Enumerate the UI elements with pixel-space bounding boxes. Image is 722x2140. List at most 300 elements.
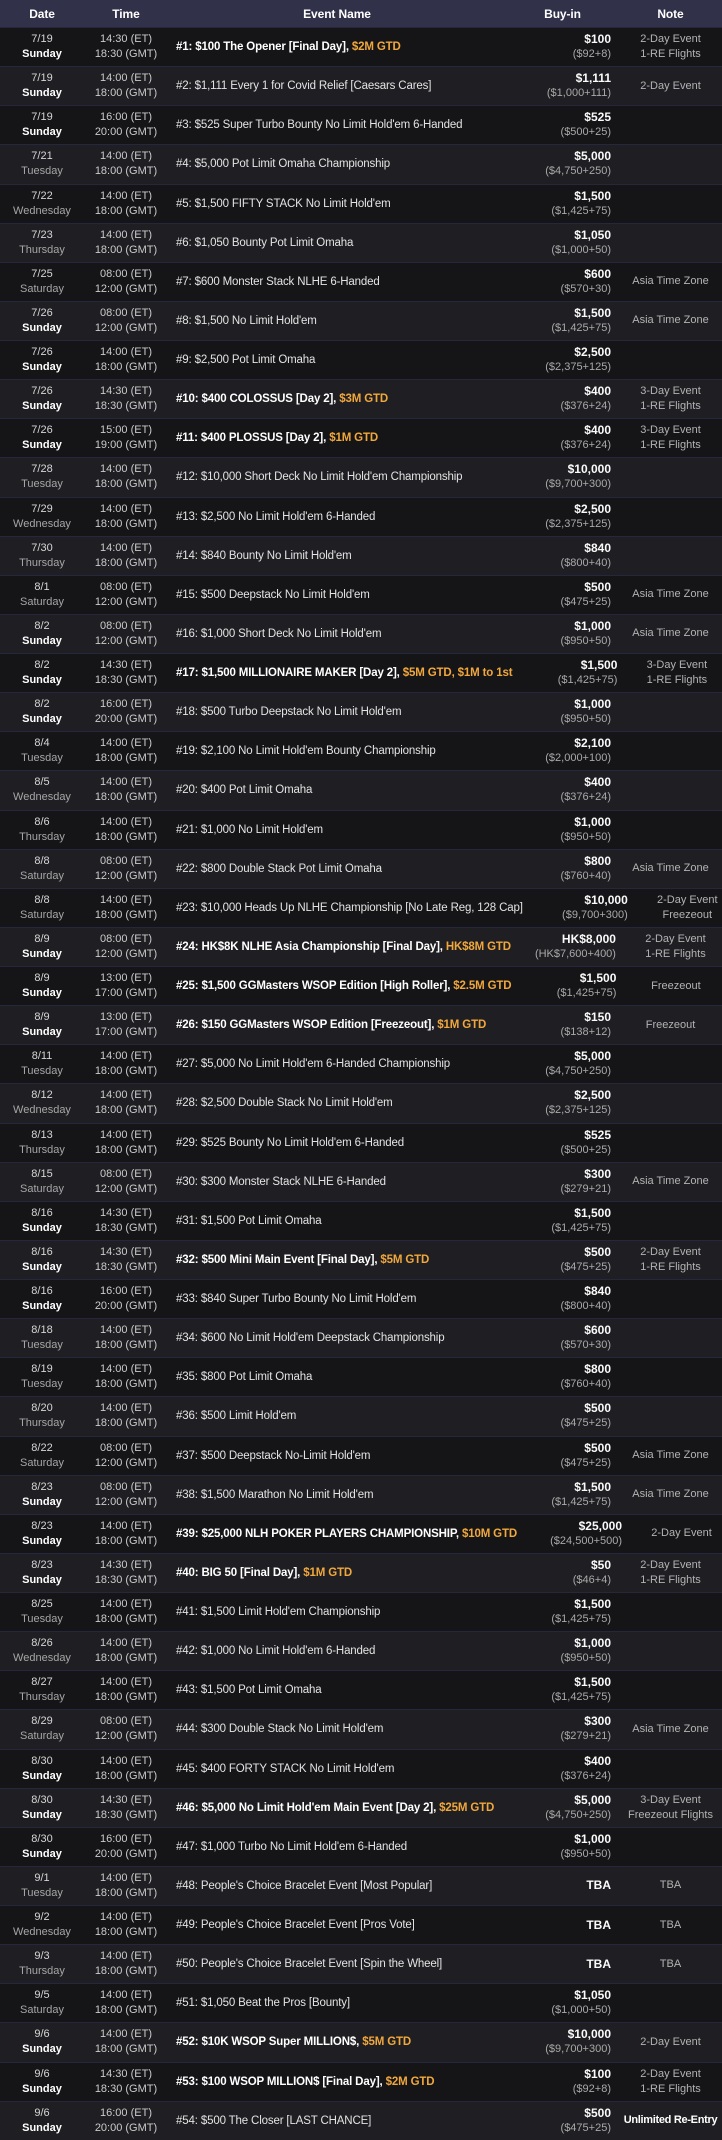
time-cell — [84, 1441, 168, 1471]
time-cell — [84, 1480, 168, 1510]
note-cell — [619, 2067, 722, 2097]
event-time-gmt: 12:00 (GMT) — [94, 1730, 158, 1743]
event-name: #13: $2,500 No Limit Hold'em 6-Handed — [176, 510, 376, 523]
buyin-amount: $1,500 — [579, 971, 617, 986]
table-row — [0, 1592, 722, 1631]
event-time-et: 14:00 (ET) — [100, 1754, 152, 1767]
event-name: #28: $2,500 Double Stack No Limit Hold'em — [176, 1097, 393, 1110]
event-day: Sunday — [22, 2082, 62, 2095]
date-cell — [0, 384, 84, 414]
buyin-cell — [506, 189, 619, 219]
event-time-et: 14:00 (ET) — [100, 2028, 152, 2041]
buyin-breakdown: ($1,425+75) — [551, 1221, 611, 1234]
event-cell — [168, 1528, 517, 1540]
note-line: TBA — [659, 1879, 682, 1892]
event-gtd: $1M GTD — [434, 1019, 487, 1032]
buyin-cell — [506, 1597, 619, 1627]
buyin-breakdown: ($376+24) — [560, 400, 611, 413]
note-line: Asia Time Zone — [632, 314, 709, 327]
date-cell — [0, 2027, 84, 2057]
buyin-cell — [506, 697, 619, 727]
event-time-gmt: 18:00 (GMT) — [94, 361, 158, 374]
event-time-gmt: 18:30 (GMT) — [94, 1573, 158, 1586]
buyin-cell — [506, 1636, 619, 1666]
buyin-breakdown: ($950+50) — [560, 1652, 611, 1665]
event-cell — [168, 354, 506, 366]
time-cell — [84, 854, 168, 884]
event-cell — [168, 2115, 506, 2127]
table-row — [0, 731, 722, 770]
event-date: 8/4 — [34, 737, 50, 750]
buyin-amount: $5,000 — [574, 149, 611, 164]
buyin-cell — [506, 1793, 619, 1823]
date-cell — [0, 71, 84, 101]
date-cell — [0, 736, 84, 766]
time-cell — [84, 267, 168, 297]
buyin-breakdown: ($279+21) — [560, 1182, 611, 1195]
event-day: Thursday — [19, 1143, 65, 1156]
event-day: Sunday — [22, 48, 62, 61]
buyin-cell — [506, 345, 619, 375]
buyin-cell — [506, 1988, 619, 2018]
time-cell — [84, 1597, 168, 1627]
buyin-breakdown: ($376+24) — [560, 1769, 611, 1782]
event-day: Sunday — [22, 674, 62, 687]
buyin-amount: $800 — [584, 1362, 611, 1377]
event-date: 8/1 — [34, 580, 50, 593]
event-time-et: 14:00 (ET) — [100, 815, 152, 828]
event-time-et: 14:00 (ET) — [100, 1363, 152, 1376]
buyin-amount: $1,000 — [574, 814, 611, 829]
buyin-cell — [506, 384, 619, 414]
event-time-gmt: 20:00 (GMT) — [94, 126, 158, 139]
event-day: Sunday — [22, 1847, 62, 1860]
buyin-amount: $500 — [584, 2105, 611, 2120]
table-row — [0, 1240, 722, 1279]
buyin-cell — [506, 149, 619, 179]
table-row — [0, 614, 722, 653]
event-day: Thursday — [19, 243, 65, 256]
note-line: 2-Day Event — [657, 893, 718, 906]
table-row — [0, 262, 722, 301]
note-line: Asia Time Zone — [632, 627, 709, 640]
event-date: 8/25 — [31, 1598, 53, 1611]
event-day: Sunday — [22, 361, 62, 374]
event-date: 7/19 — [31, 33, 53, 46]
event-name: #53: $100 WSOP MILLION$ [Final Day], — [176, 2075, 383, 2088]
note-cell — [619, 79, 722, 94]
table-row — [0, 1866, 722, 1905]
buyin-cell — [506, 2106, 619, 2136]
buyin-amount: $1,500 — [574, 1675, 611, 1690]
table-row — [0, 1201, 722, 1240]
buyin-amount: $50 — [590, 1557, 611, 1572]
buyin-cell — [506, 32, 619, 62]
event-cell — [168, 41, 506, 53]
time-cell — [84, 736, 168, 766]
event-time-gmt: 12:00 (GMT) — [94, 1495, 158, 1508]
date-cell — [0, 1988, 84, 2018]
event-name: #31: $1,500 Pot Limit Omaha — [176, 1214, 322, 1227]
date-cell — [0, 1245, 84, 1275]
event-date: 7/26 — [31, 424, 53, 437]
time-cell — [84, 580, 168, 610]
buyin-amount: $1,050 — [574, 227, 611, 242]
buyin-amount: $1,111 — [575, 71, 611, 86]
event-time-gmt: 20:00 (GMT) — [94, 2121, 158, 2134]
event-time-gmt: 18:00 (GMT) — [94, 791, 158, 804]
buyin-amount: $10,000 — [567, 462, 611, 477]
event-day: Sunday — [22, 1300, 62, 1313]
note-cell — [619, 313, 722, 328]
note-line: 2-Day Event — [640, 2035, 701, 2048]
event-day: Thursday — [19, 556, 65, 569]
buyin-amount: $525 — [584, 1127, 611, 1142]
event-day: Wednesday — [13, 1926, 71, 1939]
note-line: Freezeout Flights — [628, 1808, 713, 1821]
event-date: 8/30 — [31, 1754, 53, 1767]
time-cell — [84, 1206, 168, 1236]
time-cell — [84, 1323, 168, 1353]
buyin-amount: HK$8,000 — [561, 931, 616, 946]
date-cell — [0, 1754, 84, 1784]
event-day: Saturday — [19, 1456, 65, 1469]
buyin-breakdown: ($4,750+250) — [545, 1065, 611, 1078]
event-name: #10: $400 COLOSSUS [Day 2], — [176, 393, 337, 406]
note-cell — [619, 1793, 722, 1823]
date-cell — [0, 1832, 84, 1862]
event-date: 8/16 — [31, 1285, 53, 1298]
buyin-cell — [512, 658, 625, 688]
note-line: Asia Time Zone — [632, 1449, 709, 1462]
note-line: 3-Day Event — [640, 385, 701, 398]
note-cell — [619, 1918, 722, 1933]
note-cell — [636, 893, 722, 923]
buyin-amount: $1,500 — [574, 305, 611, 320]
date-cell — [0, 580, 84, 610]
buyin-cell — [506, 1167, 619, 1197]
buyin-breakdown: ($475+25) — [560, 1456, 611, 1469]
event-time-gmt: 18:00 (GMT) — [94, 1534, 158, 1547]
date-cell — [0, 1636, 84, 1666]
event-name: #43: $1,500 Pot Limit Omaha — [176, 1684, 322, 1697]
table-row — [0, 927, 722, 966]
note-line: 1-RE Flights — [640, 439, 701, 452]
date-cell — [0, 1597, 84, 1627]
event-name: #9: $2,500 Pot Limit Omaha — [176, 354, 316, 367]
event-name: #18: $500 Turbo Deepstack No Limit Hold'em — [176, 706, 402, 719]
event-date: 9/6 — [34, 2067, 50, 2080]
buyin-amount: $600 — [584, 266, 611, 281]
event-name: #17: $1,500 MILLIONAIRE MAKER [Day 2], — [176, 667, 400, 680]
time-cell — [84, 110, 168, 140]
table-row — [0, 1905, 722, 1944]
event-cell — [168, 628, 506, 640]
event-time-gmt: 18:00 (GMT) — [94, 1065, 158, 1078]
table-row — [0, 1044, 722, 1083]
note-line: Asia Time Zone — [632, 862, 709, 875]
buyin-breakdown: ($92+8) — [572, 48, 611, 61]
time-cell — [84, 1245, 168, 1275]
event-time-gmt: 18:00 (GMT) — [94, 2004, 158, 2017]
table-row — [0, 105, 722, 144]
event-date: 7/25 — [31, 267, 53, 280]
event-date: 7/21 — [31, 150, 53, 163]
note-cell — [619, 1245, 722, 1275]
date-cell — [0, 1793, 84, 1823]
event-time-et: 08:00 (ET) — [100, 1480, 152, 1493]
buyin-cell — [506, 1323, 619, 1353]
event-time-gmt: 18:00 (GMT) — [94, 2043, 158, 2056]
date-cell — [0, 1714, 84, 1744]
table-row — [0, 1279, 722, 1318]
event-gtd: HK$8M GTD — [442, 940, 511, 953]
buyin-breakdown: ($9,700+300) — [545, 478, 611, 491]
buyin-cell — [506, 1284, 619, 1314]
event-name: #1: $100 The Opener [Final Day], — [176, 41, 349, 54]
time-cell — [84, 1871, 168, 1901]
buyin-breakdown: ($1,425+75) — [551, 1495, 611, 1508]
buyin-breakdown: ($950+50) — [560, 1847, 611, 1860]
buyin-amount: $400 — [584, 775, 611, 790]
buyin-breakdown: ($4,750+250) — [545, 165, 611, 178]
event-time-gmt: 18:00 (GMT) — [94, 243, 158, 256]
event-cell — [168, 276, 506, 288]
event-name: #40: BIG 50 [Final Day], — [176, 1566, 301, 1579]
event-gtd: $1M GTD — [326, 432, 378, 445]
event-cell — [168, 1332, 506, 1344]
table-row — [0, 1749, 722, 1788]
date-cell — [0, 1128, 84, 1158]
buyin-amount: $1,000 — [574, 1831, 611, 1846]
buyin-breakdown: ($92+8) — [572, 2082, 611, 2095]
table-row — [0, 418, 722, 457]
event-time-et: 08:00 (ET) — [100, 267, 152, 280]
event-date: 8/9 — [34, 972, 50, 985]
time-cell — [84, 2067, 168, 2097]
event-cell — [168, 1097, 506, 1109]
event-date: 8/11 — [31, 1050, 53, 1063]
event-name: #39: $25,000 NLH POKER PLAYERS CHAMPIONSHIP, — [176, 1527, 459, 1540]
table-row — [0, 27, 722, 66]
event-cell — [168, 1802, 506, 1814]
table-row — [0, 1318, 722, 1357]
event-name: #30: $300 Monster Stack NLHE 6-Handed — [176, 1175, 386, 1188]
event-day: Thursday — [19, 1417, 65, 1430]
buyin-amount: $500 — [584, 1401, 611, 1416]
event-date: 7/26 — [31, 385, 53, 398]
event-time-gmt: 12:00 (GMT) — [94, 282, 158, 295]
event-cell — [168, 80, 506, 92]
buyin-amount: $100 — [584, 2066, 611, 2081]
buyin-amount: TBA — [586, 1878, 611, 1893]
event-date: 8/9 — [34, 1011, 50, 1024]
buyin-cell — [506, 2067, 619, 2097]
buyin-breakdown: ($475+25) — [560, 2121, 611, 2134]
event-name: #26: $150 GGMasters WSOP Edition [Freezeout], — [176, 1019, 435, 1032]
event-day: Sunday — [22, 713, 62, 726]
note-cell — [619, 1878, 722, 1893]
event-day: Sunday — [22, 439, 62, 452]
note-line: 1-RE Flights — [646, 674, 708, 687]
table-row — [0, 1514, 722, 1553]
table-row — [0, 1670, 722, 1709]
event-cell — [168, 902, 523, 914]
time-cell — [84, 697, 168, 727]
event-date: 8/13 — [31, 1128, 53, 1141]
event-cell — [168, 2036, 506, 2048]
event-date: 8/2 — [34, 698, 50, 711]
event-time-gmt: 18:30 (GMT) — [94, 2082, 158, 2095]
buyin-amount: $5,000 — [574, 1792, 611, 1807]
note-line: 3-Day Event — [646, 659, 708, 672]
buyin-amount: $2,100 — [574, 736, 611, 751]
buyin-breakdown: ($500+25) — [560, 126, 611, 139]
buyin-amount: $800 — [584, 853, 611, 868]
event-time-gmt: 18:30 (GMT) — [94, 400, 158, 413]
note-line: Asia Time Zone — [632, 588, 709, 601]
table-row — [0, 1788, 722, 1827]
event-name: #4: $5,000 Pot Limit Omaha Championship — [176, 158, 391, 171]
buyin-cell — [506, 854, 619, 884]
table-row — [0, 1005, 722, 1044]
buyin-amount: TBA — [586, 1917, 611, 1932]
date-cell — [0, 619, 84, 649]
event-time-gmt: 18:30 (GMT) — [94, 1221, 158, 1234]
event-day: Sunday — [22, 1221, 62, 1234]
buyin-cell — [506, 1558, 619, 1588]
note-line: 2-Day Event — [640, 33, 701, 46]
event-date: 8/5 — [34, 776, 50, 789]
event-time-et: 08:00 (ET) — [100, 1441, 152, 1454]
event-date: 7/30 — [31, 541, 53, 554]
event-name: #47: $1,000 Turbo No Limit Hold'em 6-Handed — [176, 1840, 407, 1853]
buyin-breakdown: ($2,375+125) — [545, 517, 611, 530]
event-time-gmt: 18:00 (GMT) — [94, 517, 158, 530]
event-cell — [168, 1919, 506, 1931]
buyin-breakdown: ($1,000+111) — [546, 87, 611, 100]
event-time-et: 15:00 (ET) — [100, 424, 152, 437]
date-cell — [0, 1088, 84, 1118]
time-cell — [84, 1988, 168, 2018]
buyin-cell — [506, 1401, 619, 1431]
event-time-gmt: 17:00 (GMT) — [94, 987, 158, 1000]
buyin-breakdown: ($950+50) — [560, 713, 611, 726]
buyin-breakdown: ($24,500+500) — [550, 1534, 623, 1547]
event-cell — [168, 237, 506, 249]
date-cell — [0, 2067, 84, 2097]
date-cell — [0, 1010, 84, 1040]
event-day: Tuesday — [21, 752, 63, 765]
col-header-event: Event Name — [303, 6, 371, 21]
table-row — [0, 888, 722, 927]
buyin-amount: $1,500 — [574, 1479, 611, 1494]
date-cell — [0, 1362, 84, 1392]
table-row — [0, 301, 722, 340]
event-cell — [168, 1215, 506, 1227]
note-cell — [619, 1957, 722, 1972]
event-cell — [168, 1684, 506, 1696]
buyin-amount: TBA — [586, 1956, 611, 1971]
date-cell — [0, 541, 84, 571]
table-row — [0, 966, 722, 1005]
event-name: #38: $1,500 Marathon No Limit Hold'em — [176, 1488, 374, 1501]
event-time-et: 14:00 (ET) — [100, 737, 152, 750]
buyin-amount: $100 — [584, 32, 611, 47]
event-time-et: 14:30 (ET) — [100, 1558, 152, 1571]
time-cell — [84, 189, 168, 219]
time-cell — [84, 1010, 168, 1040]
event-time-et: 16:00 (ET) — [100, 2106, 152, 2119]
event-cell — [168, 1997, 506, 2009]
event-time-et: 14:00 (ET) — [100, 72, 152, 85]
event-date: 8/16 — [31, 1206, 53, 1219]
note-cell — [619, 861, 722, 876]
date-cell — [0, 1206, 84, 1236]
time-cell — [84, 2027, 168, 2057]
time-cell — [84, 1793, 168, 1823]
event-cell — [168, 745, 506, 757]
date-cell — [0, 502, 84, 532]
event-day: Tuesday — [21, 1065, 63, 1078]
note-line: 2-Day Event — [651, 1527, 712, 1540]
buyin-amount: $1,500 — [574, 1597, 611, 1612]
event-day: Thursday — [19, 1691, 65, 1704]
note-line: 1-RE Flights — [645, 947, 706, 960]
event-name: #12: $10,000 Short Deck No Limit Hold'em Championship — [176, 471, 463, 484]
buyin-cell — [506, 1714, 619, 1744]
date-cell — [0, 345, 84, 375]
event-time-gmt: 12:00 (GMT) — [94, 869, 158, 882]
note-line: 2-Day Event — [640, 2067, 701, 2080]
event-cell — [168, 1645, 506, 1657]
note-line: 1-RE Flights — [640, 400, 701, 413]
note-cell — [619, 587, 722, 602]
event-time-gmt: 18:00 (GMT) — [94, 1652, 158, 1665]
event-name: #29: $525 Bounty No Limit Hold'em 6-Handed — [176, 1136, 404, 1149]
buyin-amount: $1,000 — [574, 697, 611, 712]
table-row — [0, 1083, 722, 1122]
buyin-cell — [506, 71, 619, 101]
table-row — [0, 1436, 722, 1475]
time-cell — [84, 502, 168, 532]
event-time-gmt: 12:00 (GMT) — [94, 595, 158, 608]
event-time-gmt: 12:00 (GMT) — [94, 1456, 158, 1469]
event-gtd: $2M GTD — [348, 41, 401, 54]
event-time-et: 14:00 (ET) — [100, 189, 152, 202]
buyin-amount: $500 — [584, 1440, 611, 1455]
event-time-gmt: 20:00 (GMT) — [94, 1847, 158, 1860]
buyin-breakdown: ($1,425+75) — [551, 204, 611, 217]
note-cell — [630, 1526, 722, 1541]
time-cell — [84, 71, 168, 101]
table-row — [0, 184, 722, 223]
time-cell — [84, 932, 168, 962]
buyin-breakdown: ($570+30) — [560, 282, 611, 295]
event-cell — [168, 667, 512, 679]
event-time-et: 08:00 (ET) — [100, 306, 152, 319]
event-cell — [168, 158, 506, 170]
event-time-et: 14:30 (ET) — [100, 385, 152, 398]
event-cell — [168, 1450, 506, 1462]
event-cell — [168, 1058, 506, 1070]
event-name: #36: $500 Limit Hold'em — [176, 1410, 297, 1423]
table-row — [0, 1123, 722, 1162]
event-cell — [168, 1841, 506, 1853]
event-date: 8/9 — [34, 932, 50, 945]
event-date: 7/19 — [31, 72, 53, 85]
event-gtd: $25M GTD — [436, 1801, 495, 1814]
